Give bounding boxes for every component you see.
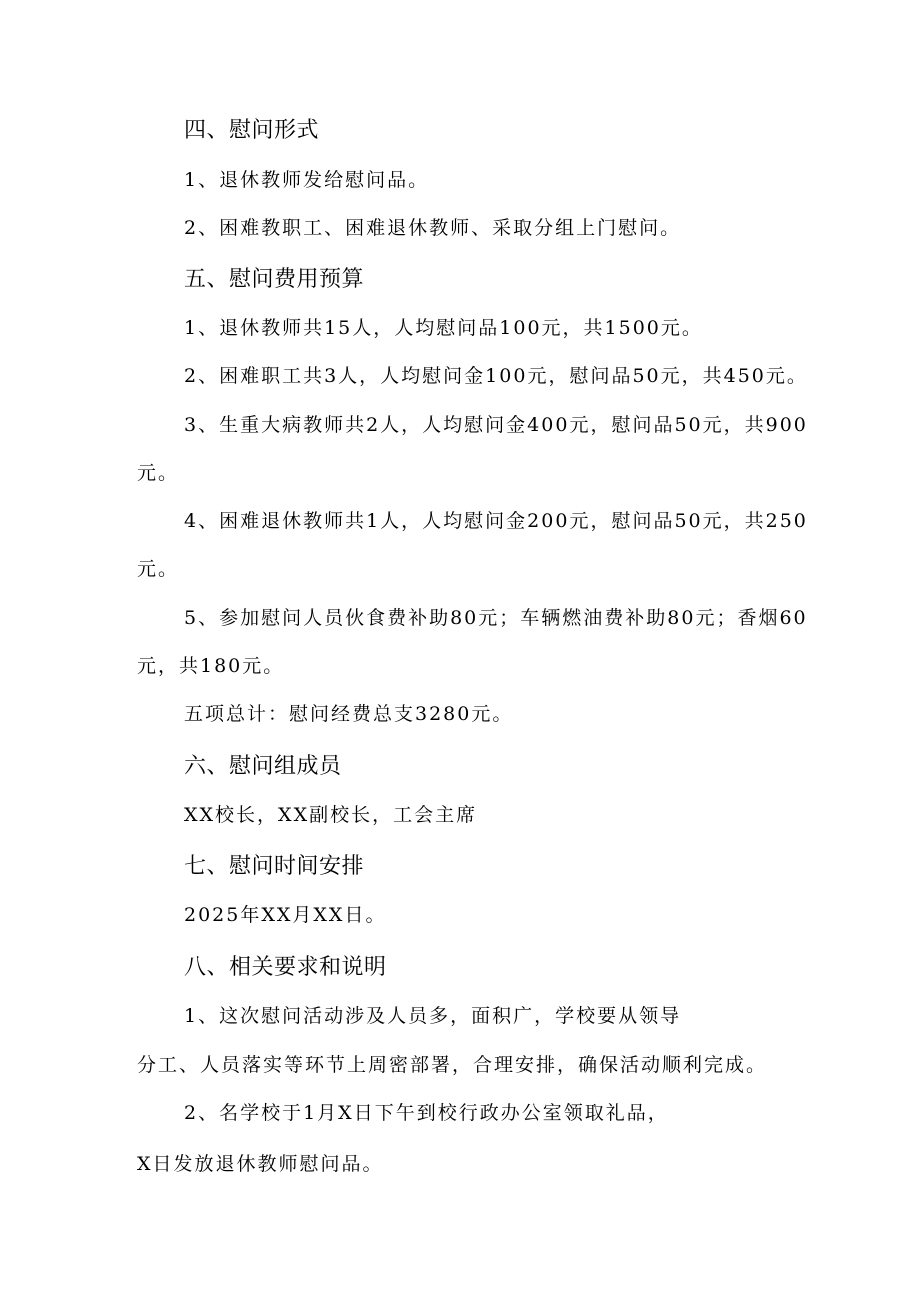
section-5-item-4-line-2: 元。 — [137, 558, 180, 580]
section-4-item-2: 2、困难教职工、困难退休教师、采取分组上门慰问。 — [184, 217, 682, 239]
section-7-heading: 七、慰问时间安排 — [184, 854, 365, 879]
section-5-item-5-line-1: 5、参加慰问人员伙食费补助80元；车辆燃油费补助80元；香烟60 — [184, 607, 808, 629]
section-5-item-1: 1、退休教师共15人，人均慰问品100元，共1500元。 — [184, 317, 703, 339]
section-8-item-2-line-2: X日发放退休教师慰问品。 — [137, 1153, 384, 1175]
section-6-members: XX校长，XX副校长，工会主席 — [184, 804, 478, 826]
section-5-item-3-line-2: 元。 — [137, 462, 180, 484]
section-8-item-1-line-2: 分工、人员落实等环节上周密部署，合理安排，确保活动顺利完成。 — [137, 1054, 768, 1076]
section-6-heading: 六、慰问组成员 — [184, 754, 342, 779]
section-5-item-5-line-2: 元，共180元。 — [137, 655, 285, 677]
section-7-date: 2025年XX月XX日。 — [184, 904, 387, 926]
section-4-item-1: 1、退休教师发给慰问品。 — [184, 169, 430, 191]
section-8-heading: 八、相关要求和说明 — [184, 955, 387, 980]
section-5-total: 五项总计：慰问经费总支3280元。 — [184, 703, 514, 725]
section-5-item-3-line-1: 3、生重大病教师共2人，人均慰问金400元，慰问品50元，共900 — [184, 414, 808, 436]
section-8-item-2-line-1: 2、名学校于1月X日下午到校行政办公室领取礼品， — [184, 1102, 669, 1124]
section-8-item-1-line-1: 1、这次慰问活动涉及人员多，面积广，学校要从领导 — [184, 1005, 682, 1027]
section-5-item-2: 2、困难职工共3人，人均慰问金100元，慰问品50元，共450元。 — [184, 365, 808, 387]
section-4-heading: 四、慰问形式 — [184, 118, 320, 143]
section-5-heading: 五、慰问费用预算 — [184, 267, 365, 292]
section-5-item-4-line-1: 4、困难退休教师共1人，人均慰问金200元，慰问品50元，共250 — [184, 510, 808, 532]
